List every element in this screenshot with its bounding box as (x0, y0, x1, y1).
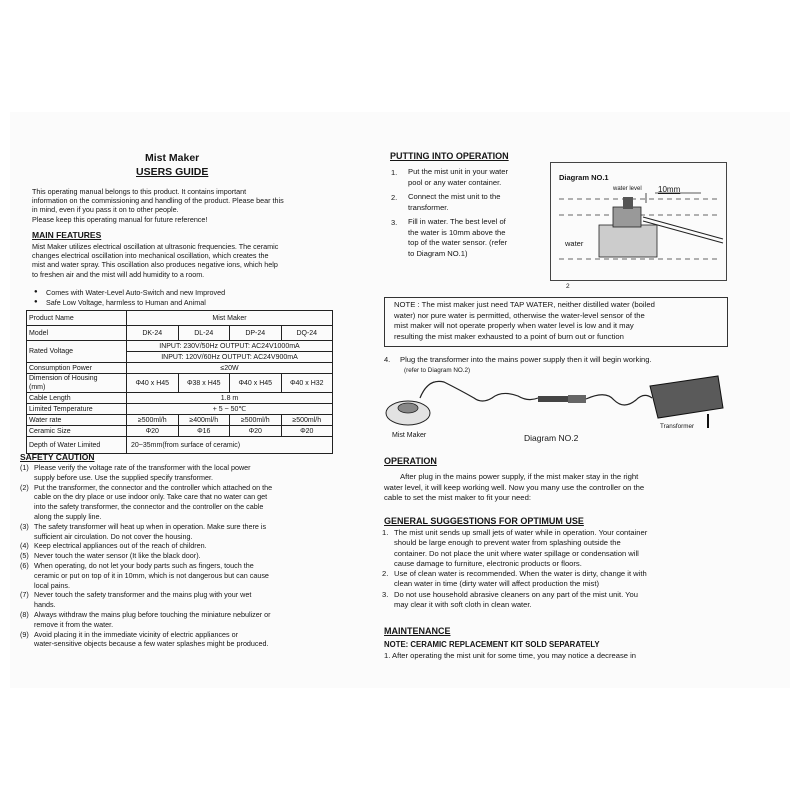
table-row: Ceramic Size Φ20 Φ16 Φ20 Φ20 (27, 426, 333, 437)
table-row: Rated Voltage INPUT: 230V/50Hz OUTPUT: AC24V1000mA (27, 341, 333, 352)
ten-mm-label: 10mm (658, 185, 681, 194)
general-suggestions-list (382, 528, 727, 610)
list-item-number: (3) (20, 521, 29, 531)
list-item-line: Please verify the voltage rate of the transformer with the local power (34, 463, 251, 472)
diagram-no1 (550, 162, 727, 281)
list-item-line: Put the transformer, the connector and the controller which attached on the (34, 482, 273, 492)
maintenance-item-1: 1. After operating the mist unit for some time, you may notice a decrease in (384, 651, 636, 660)
list-item (20, 483, 330, 522)
title-users-guide: USERS GUIDE (136, 166, 209, 178)
list-item-line: should be large enough to prevent water from splashing outside the (394, 538, 621, 548)
list-item (20, 590, 330, 610)
general-suggestions-heading: GENERAL SUGGESTIONS FOR OPTIMUM USE (384, 516, 584, 526)
step-4-number: 4. (384, 355, 391, 364)
list-item (20, 463, 330, 483)
title-mist-maker: Mist Maker (145, 152, 200, 164)
table-row: Dimension of Housing (mm) Φ40 x H45 Φ38 x H45 Φ40 x H45 Φ40 x H32 (27, 374, 333, 393)
table-row: Depth of Water Limited 20~35mm(from surface of ceramic) (27, 437, 333, 454)
feature-bullet-1: ● Comes with Water-Level Auto-Switch and new Improved (46, 288, 225, 297)
table-row: Product Name Mist Maker (27, 311, 333, 326)
table-row: Water rate ≥500ml/h ≥400ml/h ≥500ml/h ≥500ml/h (27, 415, 333, 426)
list-item-line: Never touch the safety transformer and the mains plug with your wet (34, 590, 252, 600)
water-label: water (565, 239, 584, 248)
list-item (20, 610, 330, 630)
list-item-line: Avoid placing it in the immediate vicinity of electric appliances or (34, 629, 239, 639)
diagram-no2-title: Diagram NO.2 (524, 433, 579, 443)
table-row: Model DK-24 DL-24 DP-24 DQ-24 (27, 326, 333, 341)
safety-caution-heading: SAFETY CAUTION (20, 452, 95, 462)
features-paragraph: Mist Maker utilizes electrical oscillation at ultrasonic frequencies. The ceramic changes electrical oscillation into mechanical oscillation, which creates the mist and water spray. This oscillation also produces negative ions, which help to freshen air and the mist will add humidity to a room. (32, 242, 279, 279)
ceramic-kit-note: NOTE: CERAMIC REPLACEMENT KIT SOLD SEPARATELY (384, 640, 600, 649)
step-2-number: 2. (391, 193, 398, 202)
intro-paragraph: This operating manual belongs to this product. It contains important information on the commissioning and handling of the product. Please bear this in mind, even if you pass it on to other people. Please keep this operating manual for future reference! (32, 187, 284, 224)
list-item-number: 1. (382, 528, 389, 537)
list-item-line: When operating, do not let your body parts such as fingers, touch the (34, 560, 254, 570)
operation-heading: OPERATION (384, 456, 437, 466)
list-item-line: Do not use household abrasive cleaners on any part of the mist unit. You (394, 589, 639, 599)
list-item-line: cable on the dry place or use indoor only. Take care that no water can get (34, 492, 268, 502)
putting-into-operation-heading: PUTTING INTO OPERATION (390, 151, 509, 161)
list-item-line: hands. (34, 600, 56, 610)
list-item-line: clean water in time (dirty water will affect production the mist) (394, 579, 599, 589)
list-item-line: cause damage to furniture, electronic products or floors. (394, 558, 582, 568)
list-item-line: sufficient air circulation. Do not cover the housing. (34, 531, 193, 541)
transformer-label: Transformer (660, 423, 695, 430)
list-item-line: along the supply line. (34, 511, 102, 521)
list-item (20, 630, 330, 650)
list-item-number: (5) (20, 551, 29, 561)
list-item-line: remove it from the water. (34, 619, 114, 629)
list-item-line: The safety transformer will heat up when in operation. Make sure there is (34, 521, 267, 531)
mist-unit-in-water-drawing (551, 163, 726, 280)
diagram-no1-title: Diagram NO.1 (559, 173, 609, 182)
maintenance-heading: MAINTENANCE (384, 626, 451, 636)
table-row: Cable Length 1.8 m (27, 393, 333, 404)
list-item-line: may clear it with soft cloth in clean water. (394, 600, 532, 610)
step-4-text: Plug the transformer into the mains power supply then it will begin working. (400, 355, 652, 364)
list-item-number: 3. (382, 589, 389, 599)
list-item-line: Keep electrical appliances out of the reach of children. (34, 541, 207, 551)
list-item (20, 522, 330, 542)
safety-caution-list (20, 463, 330, 649)
list-item (382, 528, 727, 569)
list-item (382, 569, 727, 590)
list-item-line: supply before use. Use the supplied specify transformer. (34, 472, 213, 482)
list-item-line: water-sensitive objects because a few water splashes might be produced. (34, 639, 269, 649)
list-item-number: (7) (20, 590, 29, 600)
list-item (20, 541, 330, 551)
list-item-number: (4) (20, 541, 29, 551)
list-item-line: ceramic or put on top of it in 10mm, which is not dangerous but can cause (34, 570, 269, 580)
list-item-line: container. Do not place the unit where water spillage or condensation will (394, 548, 639, 558)
list-item (20, 551, 330, 561)
step-3-text: Fill in water. The best level of the water is 10mm above the top of the water sensor. (refer to Diagram NO.1) (408, 217, 508, 258)
list-item-number: (2) (20, 482, 29, 492)
list-item-line: The mist unit sends up small jets of water while in operation. Your container (394, 528, 648, 537)
list-item-line: Use of clean water is recommended. When the water is dirty, change it with (394, 569, 647, 579)
tap-water-note: NOTE : The mist maker just need TAP WATER, neither distilled water (boiled water) nor pure water is permitted, otherwise the water-level sensor of the mist maker will not operate properly when water level is low and it may resulting the mist maker exhausted to a point of burn out or function (394, 300, 655, 341)
step-1-number: 1. (391, 168, 398, 177)
feature-bullet-2: ● Safe Low Voltage, harmless to Human and Animal (46, 298, 206, 307)
step-4-refer: (refer to Diagram NO.2) (404, 367, 471, 374)
list-item (382, 590, 727, 611)
list-item-number: (6) (20, 560, 29, 570)
mist-maker-label: Mist Maker (392, 432, 427, 439)
list-item-line: local pains. (34, 580, 70, 590)
list-item-number: 2. (382, 569, 389, 579)
table-row: INPUT: 120V/60Hz OUTPUT: AC24V900mA (27, 352, 333, 363)
list-item-number: (1) (20, 463, 29, 472)
table-row: Consumption Power ≤20W (27, 363, 333, 374)
list-item-line: Never touch the water sensor (It like the black door). (34, 551, 201, 561)
list-item-line: into the safety transformer, the connector and the controller on the cable (34, 502, 264, 512)
list-item (20, 561, 330, 590)
step-3-number: 3. (391, 218, 398, 227)
table-row: Limited Temperature + 5 ~ 50℃ (27, 404, 333, 415)
operation-paragraph: After plug in the mains power supply, if the mist maker stay in the right water level, it will keep working well. Now you many use the controller on the cable to set the mist maker to fit your need: (384, 472, 645, 502)
list-item-number: (9) (20, 629, 29, 639)
water-level-label: water level (613, 186, 642, 192)
page-number: 2 (566, 283, 570, 290)
step-2-text: Connect the mist unit to the transformer. (408, 192, 501, 212)
list-item-number: (8) (20, 609, 29, 619)
main-features-heading: MAIN FEATURES (32, 230, 102, 240)
list-item-line: Always withdraw the mains plug before touching the miniature nebulizer or (34, 609, 271, 619)
step-1-text: Put the mist unit in your water pool or any water container. (408, 167, 509, 187)
spec-table (26, 310, 333, 454)
